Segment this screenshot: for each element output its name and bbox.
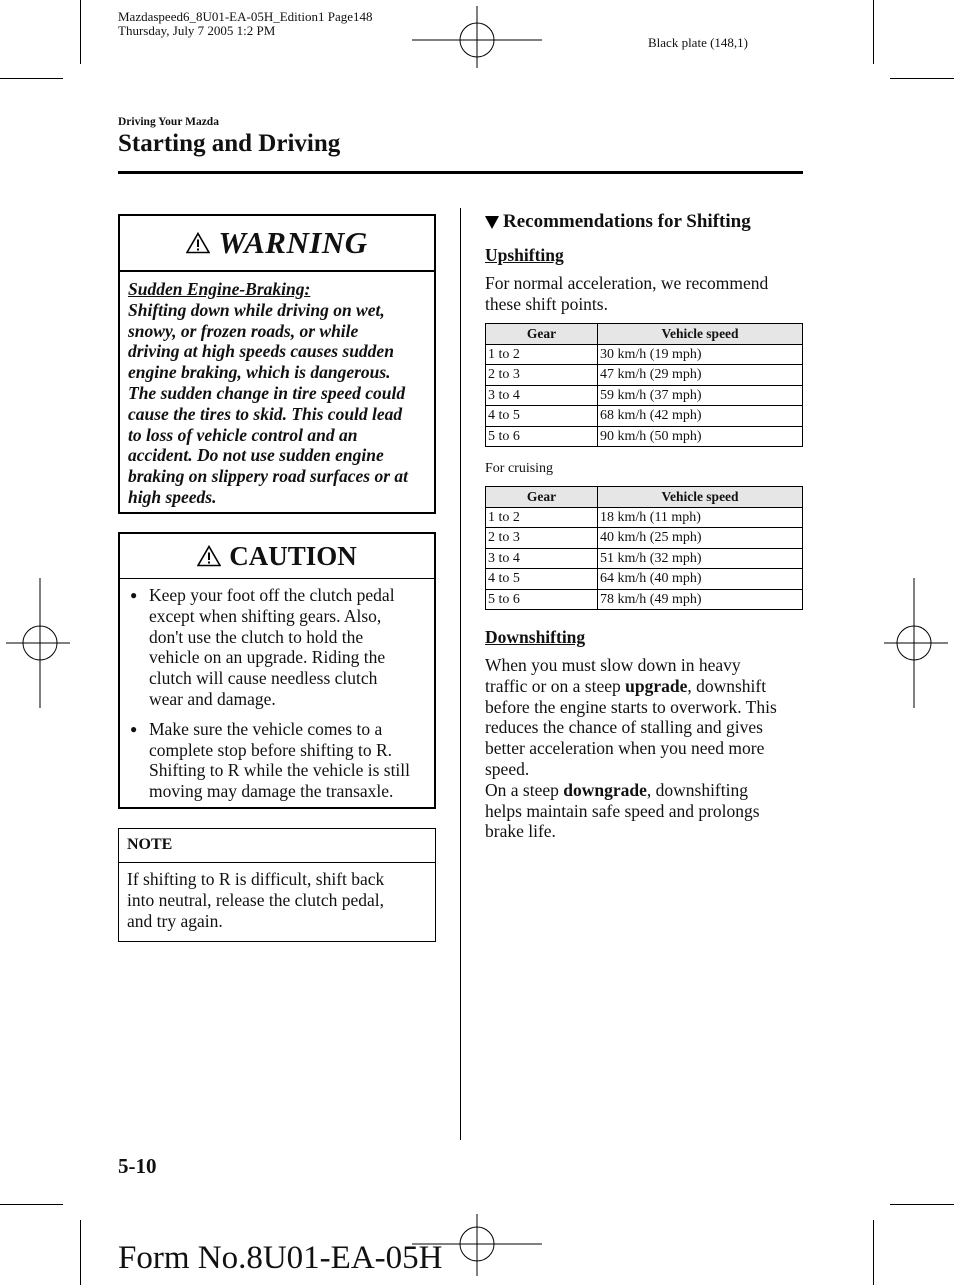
downshift-line: reduces the chance of stalling and gives bbox=[485, 717, 763, 738]
section-label: Driving Your Mazda bbox=[118, 116, 219, 128]
page-number: 5-10 bbox=[118, 1154, 157, 1178]
downshift-text-segment: traffic or on a steep bbox=[485, 675, 626, 696]
caution-line: except when shifting gears. Also, bbox=[149, 605, 382, 626]
page-title: Starting and Driving bbox=[118, 130, 341, 157]
table-row bbox=[486, 365, 803, 386]
warning-header bbox=[120, 216, 434, 272]
table-row bbox=[486, 507, 803, 528]
downshift-line: before the engine starts to overwork. This bbox=[485, 696, 777, 717]
table-row bbox=[486, 344, 803, 365]
table-header-row bbox=[486, 324, 803, 345]
upshifting-line: these shift points. bbox=[485, 293, 608, 314]
upshifting-text bbox=[485, 273, 768, 315]
warning-line: to loss of vehicle control and an bbox=[128, 424, 358, 445]
warning-box bbox=[118, 214, 436, 514]
caution-line: Keep your foot off the clutch pedal bbox=[149, 585, 395, 605]
table-header-gear: Gear bbox=[486, 324, 598, 345]
table-cell-gear: 1 to 2 bbox=[486, 507, 598, 528]
upgrade-term: upgrade bbox=[625, 675, 688, 696]
table-cell-speed: 18 km/h (11 mph) bbox=[598, 507, 803, 528]
note-line: into neutral, release the clutch pedal, bbox=[127, 889, 385, 910]
warning-line: Shifting down while driving on wet, bbox=[128, 299, 385, 320]
table-cell-gear: 5 to 6 bbox=[486, 426, 598, 447]
cruising-speed-table bbox=[485, 486, 803, 610]
table-cell-speed: 47 km/h (29 mph) bbox=[598, 365, 803, 386]
table-row bbox=[486, 589, 803, 610]
recommend-heading-text: Recommendations for Shifting bbox=[503, 211, 751, 232]
caution-line: vehicle on an upgrade. Riding the bbox=[149, 647, 386, 668]
warning-line: driving at high speeds causes sudden bbox=[128, 341, 394, 362]
upshift-speed-table bbox=[485, 323, 803, 447]
table-row bbox=[486, 385, 803, 406]
note-text bbox=[119, 863, 435, 937]
caution-bullet bbox=[128, 719, 426, 802]
table-cell-gear: 4 to 5 bbox=[486, 406, 598, 427]
title-rule bbox=[118, 171, 803, 174]
table-cell-gear: 3 to 4 bbox=[486, 548, 598, 569]
downshift-line: helps maintain safe speed and prolongs bbox=[485, 800, 760, 821]
triangle-down-icon bbox=[485, 216, 499, 229]
table-header-row bbox=[486, 487, 803, 508]
warning-line: accident. Do not use sudden engine bbox=[128, 445, 384, 466]
table-header-speed: Vehicle speed bbox=[598, 487, 803, 508]
downshift-line: speed. bbox=[485, 758, 530, 779]
caution-line: complete stop before shifting to R. bbox=[149, 739, 393, 760]
table-row bbox=[486, 426, 803, 447]
warning-line: high speeds. bbox=[128, 486, 217, 507]
caution-line: clutch will cause needless clutch bbox=[149, 668, 378, 689]
table-cell-gear: 4 to 5 bbox=[486, 569, 598, 590]
table-cell-speed: 30 km/h (19 mph) bbox=[598, 344, 803, 365]
warning-line: snowy, or frozen roads, or while bbox=[128, 320, 359, 341]
table-cell-speed: 78 km/h (49 mph) bbox=[598, 589, 803, 610]
print-header-line2: Thursday, July 7 2005 1:2 PM bbox=[118, 23, 276, 38]
downshift-line bbox=[485, 676, 803, 697]
cruising-label: For cruising bbox=[485, 461, 554, 476]
caution-line: Shifting to R while the vehicle is still bbox=[149, 760, 411, 781]
table-cell-speed: 68 km/h (42 mph) bbox=[598, 406, 803, 427]
table-cell-speed: 51 km/h (32 mph) bbox=[598, 548, 803, 569]
warning-line: engine braking, which is dangerous. bbox=[128, 362, 391, 383]
caution-line: don't use the clutch to hold the bbox=[149, 626, 364, 647]
downshifting-text bbox=[485, 655, 803, 842]
warning-line: braking on slippery road surfaces or at bbox=[128, 466, 409, 487]
warning-line: cause the tires to skid. This could lead bbox=[128, 403, 403, 424]
caution-header bbox=[120, 534, 434, 579]
downgrade-term: downgrade bbox=[563, 779, 647, 800]
note-line: If shifting to R is difficult, shift back bbox=[127, 869, 385, 889]
caution-line: Make sure the vehicle comes to a bbox=[149, 718, 383, 739]
warning-heading: Sudden Engine-Braking: bbox=[128, 279, 311, 299]
table-cell-gear: 2 to 3 bbox=[486, 528, 598, 549]
table-row bbox=[486, 406, 803, 427]
table-cell-speed: 40 km/h (25 mph) bbox=[598, 528, 803, 549]
table-row bbox=[486, 569, 803, 590]
print-header-line1: Mazdaspeed6_8U01-EA-05H_Edition1 Page148 bbox=[118, 9, 373, 24]
downshift-line: brake life. bbox=[485, 821, 556, 842]
caution-triangle-icon bbox=[197, 545, 221, 567]
table-row bbox=[486, 548, 803, 569]
table-cell-gear: 5 to 6 bbox=[486, 589, 598, 610]
caution-line: wear and damage. bbox=[149, 688, 276, 709]
note-box bbox=[118, 828, 436, 942]
table-cell-gear: 2 to 3 bbox=[486, 365, 598, 386]
caution-line: moving may damage the transaxle. bbox=[149, 781, 394, 802]
downshift-line bbox=[485, 780, 803, 801]
caution-box bbox=[118, 532, 436, 809]
table-header-gear: Gear bbox=[486, 487, 598, 508]
bullet-icon: ● bbox=[130, 588, 138, 602]
warning-triangle-icon bbox=[186, 232, 210, 254]
table-cell-speed: 90 km/h (50 mph) bbox=[598, 426, 803, 447]
upshifting-line: For normal acceleration, we recommend bbox=[485, 273, 769, 293]
recommend-heading bbox=[485, 211, 751, 233]
warning-text bbox=[120, 272, 434, 508]
warning-title: WARNING bbox=[218, 225, 368, 260]
table-cell-speed: 64 km/h (40 mph) bbox=[598, 569, 803, 590]
bullet-icon: ● bbox=[130, 721, 138, 736]
downshift-text-segment: , downshifting bbox=[646, 779, 748, 800]
table-header-speed: Vehicle speed bbox=[598, 324, 803, 345]
table-cell-gear: 1 to 2 bbox=[486, 344, 598, 365]
table-cell-gear: 3 to 4 bbox=[486, 385, 598, 406]
downshift-text-segment: On a steep bbox=[485, 779, 564, 800]
downshifting-label: Downshifting bbox=[485, 627, 586, 647]
note-line: and try again. bbox=[127, 910, 223, 931]
registration-mark-top bbox=[412, 6, 542, 68]
downshift-line: When you must slow down in heavy bbox=[485, 655, 741, 675]
caution-bullet bbox=[128, 585, 426, 710]
table-cell-speed: 59 km/h (37 mph) bbox=[598, 385, 803, 406]
registration-mark-left bbox=[6, 578, 70, 708]
column-divider bbox=[460, 208, 461, 1140]
upshifting-label: Upshifting bbox=[485, 245, 564, 265]
note-title: NOTE bbox=[119, 829, 435, 863]
caution-title: CAUTION bbox=[229, 540, 357, 571]
form-number: Form No.8U01-EA-05H bbox=[118, 1240, 443, 1276]
downshift-line: better acceleration when you need more bbox=[485, 738, 765, 759]
table-row bbox=[486, 528, 803, 549]
print-header-plate: Black plate (148,1) bbox=[648, 35, 748, 50]
registration-mark-right bbox=[884, 578, 948, 708]
downshift-text-segment: , downshift bbox=[687, 675, 767, 696]
caution-text bbox=[120, 579, 434, 802]
warning-line: The sudden change in tire speed could bbox=[128, 382, 406, 403]
